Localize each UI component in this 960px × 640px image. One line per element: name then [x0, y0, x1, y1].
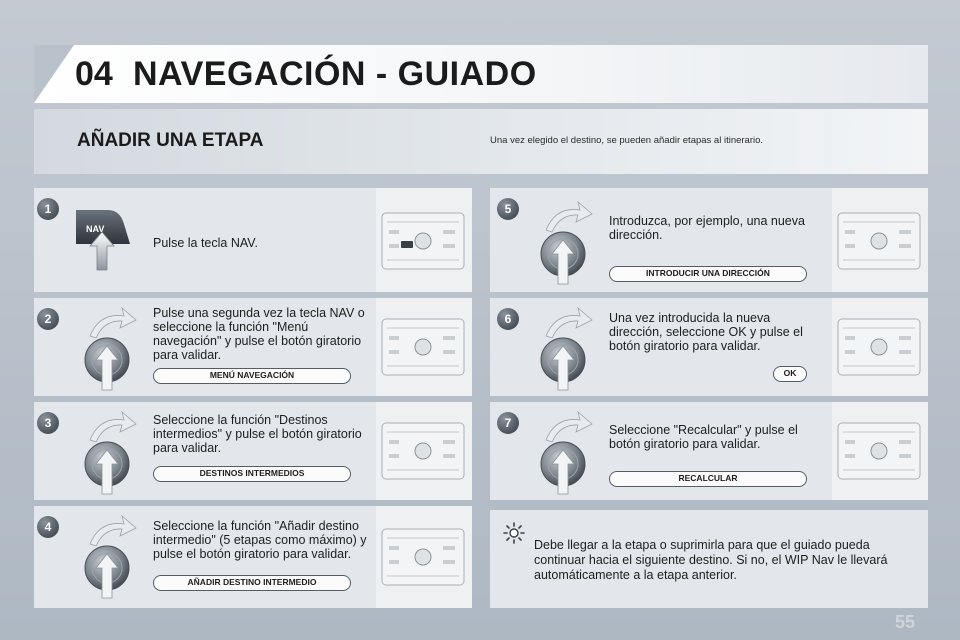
nav-key-icon — [74, 208, 146, 274]
menu-label-pill: AÑADIR DESTINO INTERMEDIO — [153, 575, 351, 591]
rotary-knob-icon — [80, 514, 140, 600]
step-number-badge: 2 — [37, 308, 59, 330]
header-corner-fold — [34, 45, 74, 103]
step-text: Introduzca, por ejemplo, una nueva dirección. — [609, 214, 805, 242]
step-text: Pulse la tecla NAV. — [153, 236, 258, 250]
rotary-knob-icon — [536, 410, 596, 496]
radio-panel-icon — [837, 318, 921, 376]
radio-panel-icon — [837, 422, 921, 480]
menu-label-pill: DESTINOS INTERMEDIOS — [153, 466, 351, 482]
lightbulb-icon — [503, 522, 525, 544]
menu-label-pill: MENÚ NAVEGACIÓN — [153, 368, 351, 384]
section-title: AÑADIR UNA ETAPA — [77, 130, 264, 151]
step-number-badge: 1 — [37, 198, 59, 220]
step-number-badge: 6 — [497, 308, 519, 330]
step-text: Una vez introducida la nueva dirección, seleccione OK y pulse el botón giratorio para validar. — [609, 311, 803, 353]
tip-text: Debe llegar a la etapa o suprimirla para que el guiado pueda continuar hacia el siguiente destino. Si no, el WIP Nav le llevará automáticamente a la etapa anterior. — [534, 538, 888, 582]
step-text: Seleccione "Recalcular" y pulse el botón giratorio para validar. — [609, 423, 798, 451]
rotary-knob-icon — [536, 306, 596, 392]
step-number-badge: 5 — [497, 198, 519, 220]
rotary-knob-icon — [80, 410, 140, 496]
radio-panel-icon — [837, 212, 921, 270]
nav-key-label: NAV — [86, 224, 105, 234]
step-number-badge: 3 — [37, 412, 59, 434]
step-number-badge: 7 — [497, 412, 519, 434]
menu-label-pill: RECALCULAR — [609, 471, 807, 487]
menu-label-pill: INTRODUCIR UNA DIRECCIÓN — [609, 266, 807, 282]
radio-panel-icon — [381, 212, 465, 270]
section-intro: Una vez elegido el destino, se pueden añadir etapas al itinerario. — [490, 135, 764, 146]
radio-panel-icon — [381, 528, 465, 586]
step-text: Seleccione la función "Añadir destino intermedio" (5 etapas como máximo) y pulse el botón giratorio para validar. — [153, 519, 367, 561]
page-number: 55 — [895, 612, 916, 632]
chapter-number: 04 — [75, 55, 113, 93]
step-text: Pulse una segunda vez la tecla NAV o seleccione la función "Menú navegación" y pulse el botón giratorio para validar. — [153, 306, 365, 362]
radio-panel-icon — [381, 318, 465, 376]
menu-label-pill: OK — [773, 366, 807, 382]
page-title: NAVEGACIÓN - GUIADO — [133, 55, 537, 93]
rotary-knob-icon — [536, 200, 596, 286]
step-text: Seleccione la función "Destinos intermedios" y pulse el botón giratorio para validar. — [153, 413, 362, 455]
rotary-knob-icon — [80, 306, 140, 392]
step-number-badge: 4 — [37, 516, 59, 538]
radio-panel-icon — [381, 422, 465, 480]
